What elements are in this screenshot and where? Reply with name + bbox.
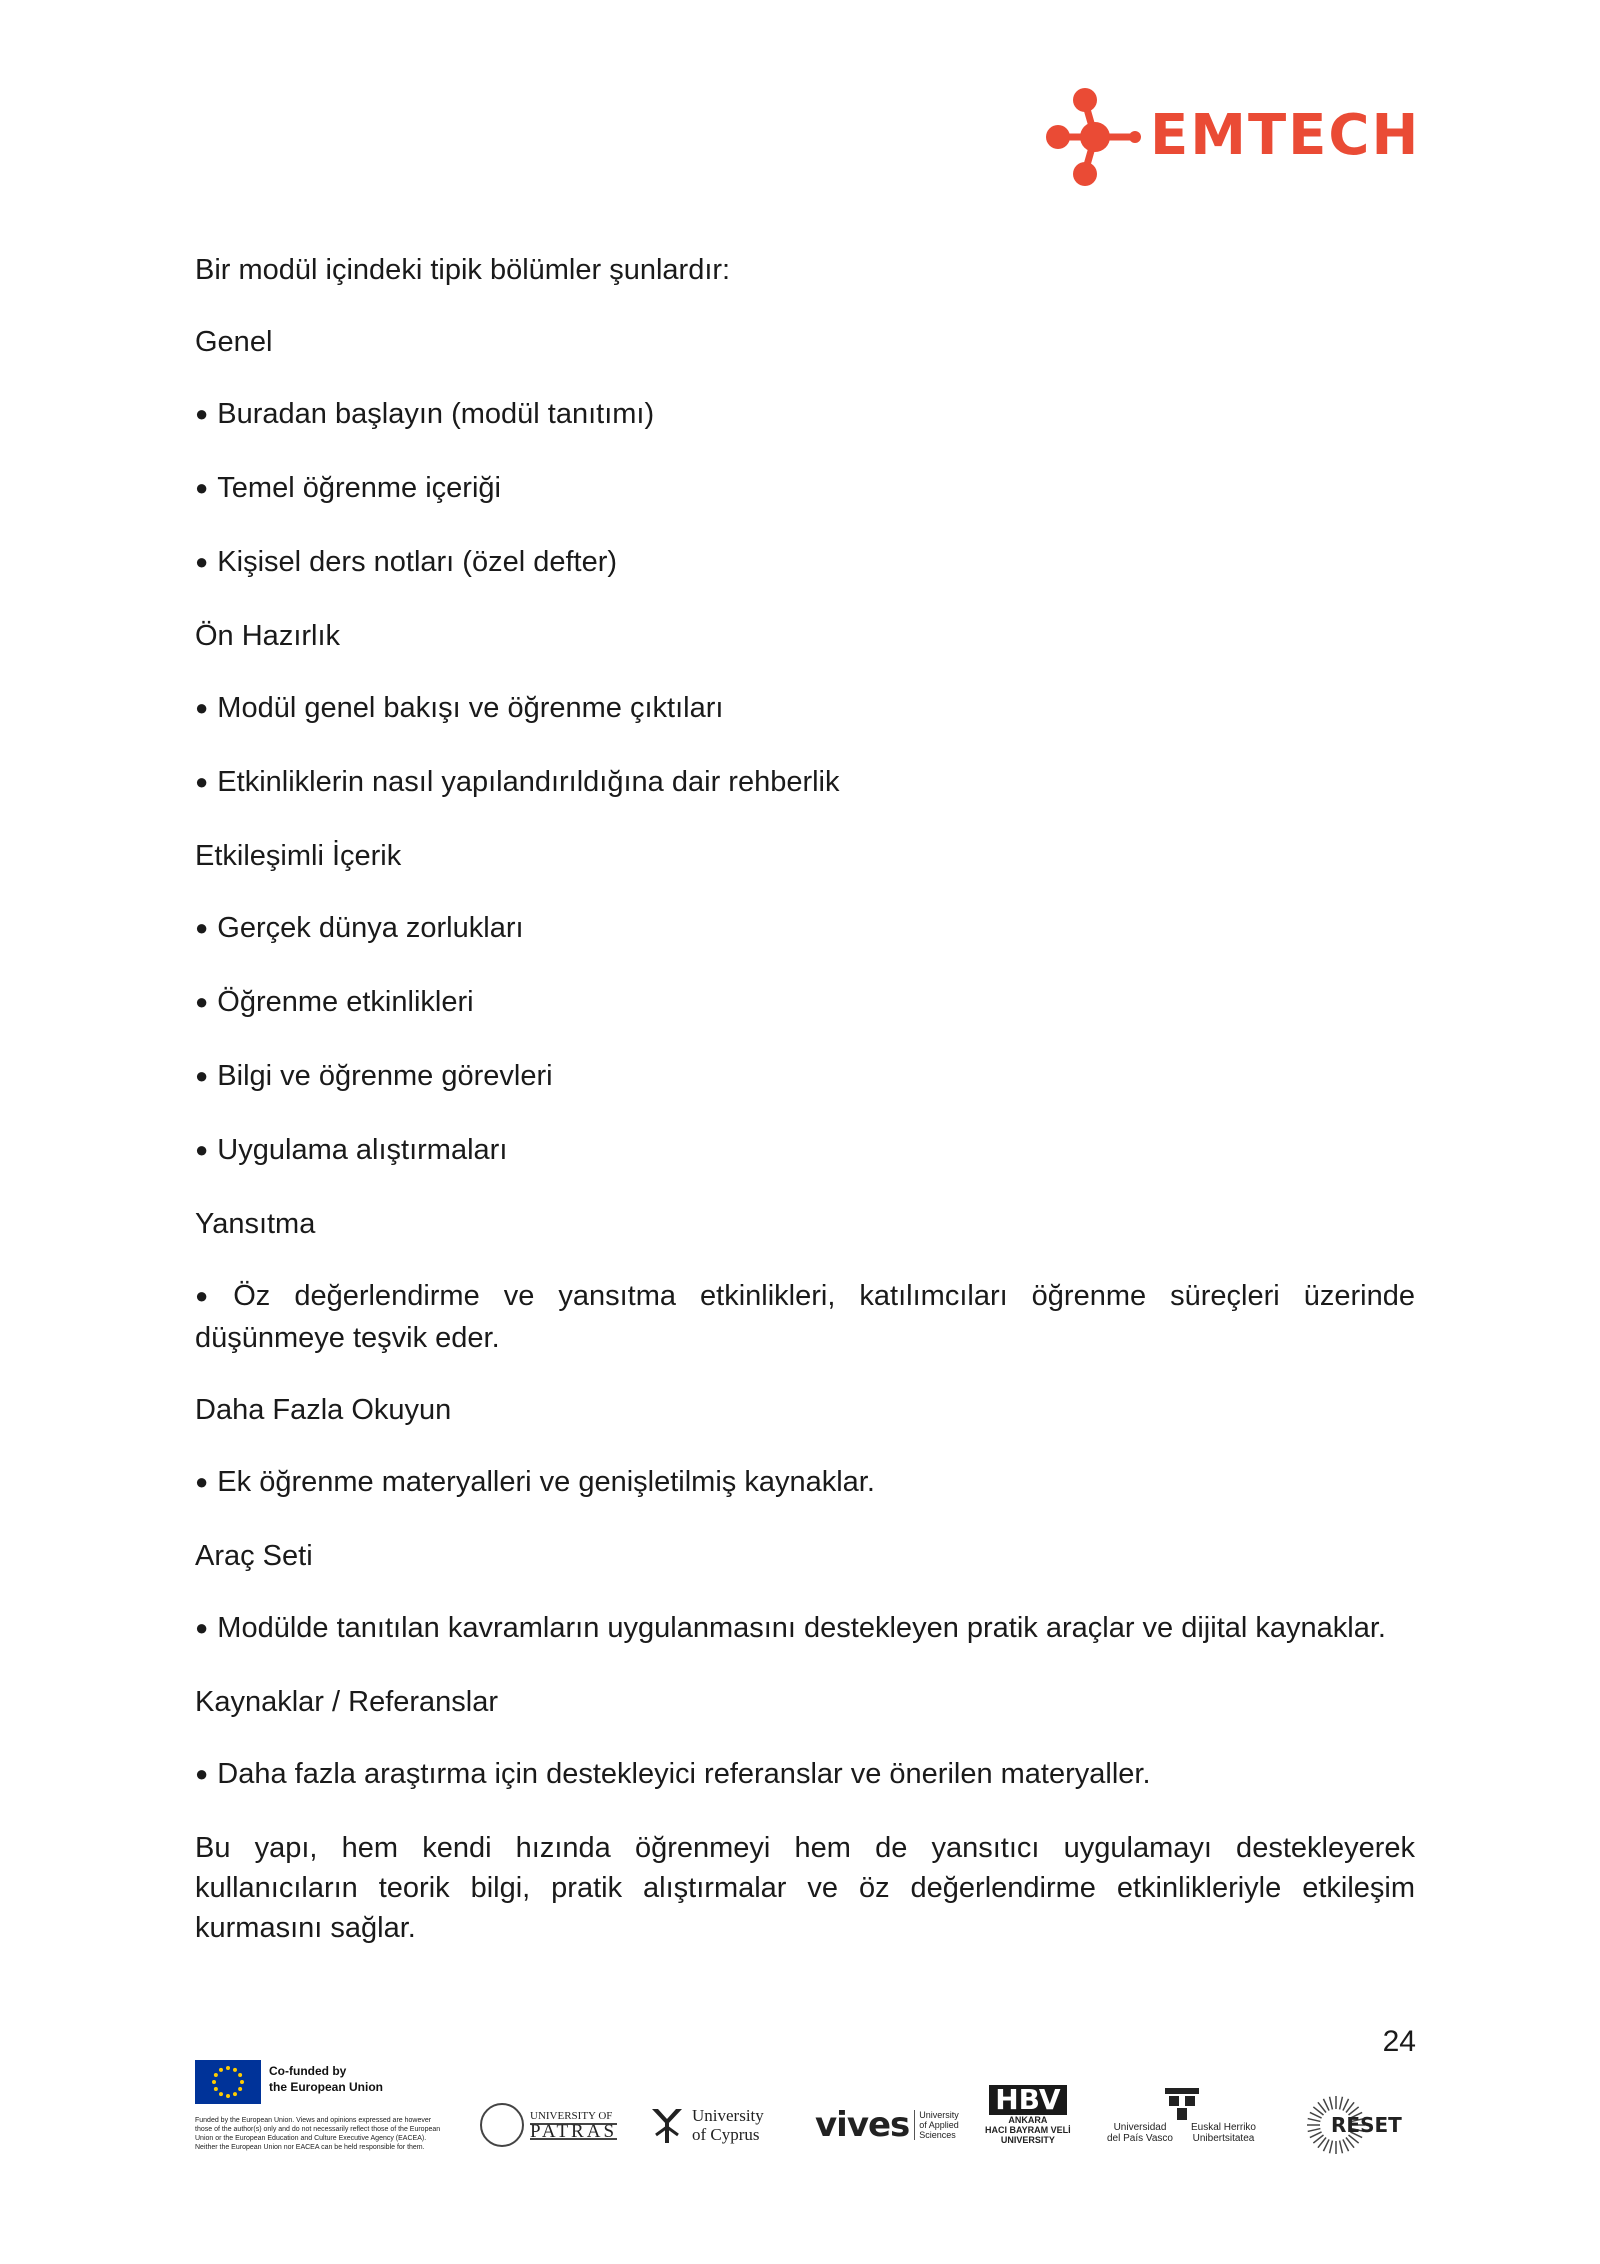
bullet-item: ● Modül genel bakışı ve öğrenme çıktıları xyxy=(195,688,1415,730)
burst-ray xyxy=(1308,2129,1321,2132)
eu-star xyxy=(212,2080,216,2084)
eu-star xyxy=(226,2066,230,2070)
eu-star xyxy=(238,2073,242,2077)
hbv-mark: HBV xyxy=(989,2085,1066,2115)
ehu-eu-line2: Unibertsitatea xyxy=(1192,2133,1255,2144)
burst-ray xyxy=(1340,2097,1343,2110)
bullet-item: ● Modülde tanıtılan kavramların uygulanmasını destekleyen pratik araçlar ve dijital kaynaklar. xyxy=(195,1608,1415,1650)
bullet-item: ● Kişisel ders notları (özel defter) xyxy=(195,542,1415,584)
bullet-item: ● Temel öğrenme içeriği xyxy=(195,468,1415,510)
bullet-item: ● Daha fazla araştırma için destekleyici referanslar ve önerilen materyaller. xyxy=(195,1754,1415,1796)
bullet-item: ● Gerçek dünya zorlukları xyxy=(195,908,1415,950)
eu-star xyxy=(226,2094,230,2098)
burst-ray xyxy=(1323,2139,1329,2151)
paragraph: Genel xyxy=(195,326,273,358)
eu-cofunded-label xyxy=(269,2063,409,2095)
patras-seal-icon xyxy=(480,2103,524,2147)
eu-flag-icon xyxy=(195,2060,261,2104)
patras-line2: PATRAS xyxy=(530,2121,618,2142)
ehu-es-line2: del País Vasco xyxy=(1107,2133,1173,2144)
ehu-eu-line1: Euskal Herriko xyxy=(1190,2122,1256,2133)
paragraph: Araç Seti xyxy=(195,1540,313,1572)
vives-line1: University xyxy=(919,2110,959,2120)
paragraph: Kaynaklar / Referanslar xyxy=(195,1686,499,1718)
hbv-university-logo xyxy=(985,2085,1071,2155)
burst-ray xyxy=(1310,2112,1322,2118)
eu-star xyxy=(233,2068,237,2072)
reset-word: RESET xyxy=(1331,2113,1402,2137)
vives-word: vives xyxy=(815,2105,910,2145)
bullet-item: ● Öğrenme etkinlikleri xyxy=(195,982,1415,1024)
burst-ray xyxy=(1343,2099,1349,2111)
logo-text: EMTECH xyxy=(1150,103,1421,168)
eu-star xyxy=(240,2080,244,2084)
eu-star xyxy=(214,2087,218,2091)
emtech-molecule-icon xyxy=(1040,82,1150,192)
bullet-item: ● Uygulama alıştırmaları xyxy=(195,1130,1415,1172)
burst-ray xyxy=(1323,2099,1329,2111)
burst-ray xyxy=(1330,2141,1333,2154)
document-body xyxy=(195,250,1415,1980)
bullet-item: ● Ek öğrenme materyalleri ve genişletilmiş kaynaklar. xyxy=(195,1462,1415,1504)
page-number: 24 xyxy=(1382,2025,1416,2058)
patras-line1: UNIVERSITY OF xyxy=(530,2110,613,2122)
paragraph: Yansıtma xyxy=(195,1208,316,1240)
burst-ray xyxy=(1343,2139,1349,2151)
eu-disclaimer: Funded by the European Union. Views and opinions expressed are however those of the author(s) only and do not necessarily reflect those of the European Union or the European Education and Culture Executive Agency (EACEA). Neither the European Union nor EACEA can be held responsible for them. xyxy=(195,2117,441,2151)
paragraph: Bir modül içindeki tipik bölümler şunlardır: xyxy=(195,254,731,286)
vives-line3: Sciences xyxy=(919,2130,956,2140)
bullet-item: ● Buradan başlayın (modül tanıtımı) xyxy=(195,394,1415,436)
footer xyxy=(195,2060,1425,2240)
burst-ray xyxy=(1330,2097,1333,2110)
ehu-es-line1: Universidad xyxy=(1113,2122,1167,2133)
eu-star xyxy=(238,2087,242,2091)
vives-line2: of Applied xyxy=(919,2120,959,2130)
vives-logo xyxy=(815,2090,959,2160)
emtech-logo xyxy=(1040,82,1420,192)
eu-star xyxy=(214,2073,218,2077)
bullet-item: ● Bilgi ve öğrenme görevleri xyxy=(195,1056,1415,1098)
burst-ray xyxy=(1310,2132,1322,2138)
paragraph: Bu yapı, hem kendi hızında öğrenmeyi hem de yansıtıcı uygulamayı destekleyerek kullanıcıların teorik bilgi, pratik alıştırmalar ve öz değerlendirme etkinlikleriyle etkileşim kurmasını sağlar. xyxy=(195,1832,1415,1944)
hbv-line1: ANKARA xyxy=(1008,2115,1048,2125)
paragraph: Etkileşimli İçerik xyxy=(195,840,402,872)
reset-logo xyxy=(1305,2090,1402,2160)
cyprus-line2: of Cyprus xyxy=(692,2125,760,2144)
eu-cofunded-line2: the European Union xyxy=(269,2080,383,2094)
eu-star xyxy=(219,2092,223,2096)
eu-cofunded-line1: Co-funded by xyxy=(269,2064,347,2078)
hbv-line3: UNIVERSITY xyxy=(1000,2135,1055,2145)
paragraph: Daha Fazla Okuyun xyxy=(195,1394,452,1426)
burst-ray xyxy=(1308,2119,1321,2122)
university-of-cyprus-logo xyxy=(650,2090,764,2160)
burst-ray xyxy=(1340,2141,1343,2154)
cyprus-line1: University xyxy=(692,2106,764,2125)
paragraph: Ön Hazırlık xyxy=(195,620,341,652)
eu-star xyxy=(219,2068,223,2072)
bullet-item: ● Öz değerlendirme ve yansıtma etkinlikleri, katılımcıları öğrenme süreçleri üzerinde düşünmeye teşvik eder. xyxy=(195,1276,1415,1358)
ehu-university-logo xyxy=(1107,2082,1256,2152)
ehu-emblem-icon xyxy=(1157,2082,1207,2122)
bullet-item: ● Etkinliklerin nasıl yapılandırıldığına dair rehberlik xyxy=(195,762,1415,804)
eu-star xyxy=(233,2092,237,2096)
cyprus-emblem-icon xyxy=(650,2105,684,2145)
university-of-patras-logo xyxy=(480,2090,617,2160)
hbv-line2: HACI BAYRAM VELİ xyxy=(985,2125,1071,2135)
